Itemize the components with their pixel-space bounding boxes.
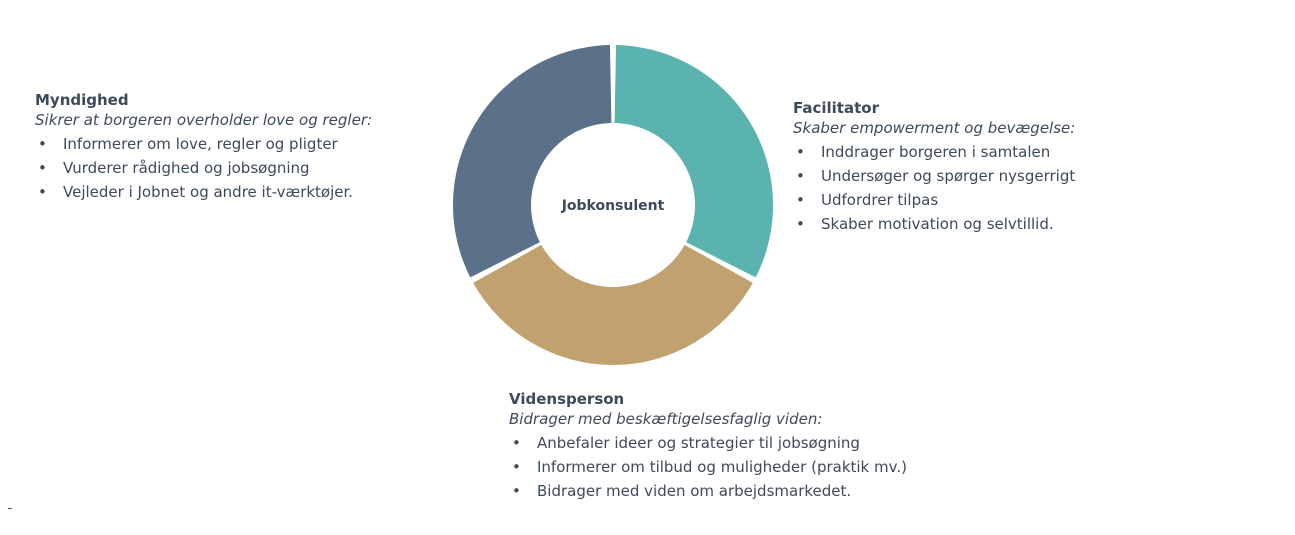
list-item: • Skaber motivation og selvtillid. [793,212,1075,236]
role-title-videnperson: Vidensperson [509,390,625,408]
list-item: • Bidrager med viden om arbejdsmarkedet. [509,479,907,503]
list-item: • Informerer om tilbud og muligheder (praktik mv.) [509,455,907,479]
role-block-myndighed [35,90,372,204]
role-subtitle-myndighed: Sikrer at borgeren overholder love og regler: [35,111,373,129]
list-item: • Informerer om love, regler og pligter [35,132,372,156]
edge-mark [8,508,12,509]
role-list-myndighed [35,132,372,204]
role-list-videnperson [509,431,907,503]
list-item: • Udfordrer tilpas [793,188,1075,212]
role-subtitle-videnperson: Bidrager med beskæftigelsesfaglig viden: [509,410,823,428]
donut-segment-myndighed [453,45,611,277]
role-title-facilitator: Facilitator [793,99,879,117]
center-label: Jobkonsulent [561,198,665,214]
list-item: • Vurderer rådighed og jobsøgning [35,156,372,180]
list-item: • Anbefaler ideer og strategier til jobsøgning [509,431,907,455]
list-item: • Inddrager borgeren i samtalen [793,140,1075,164]
list-item: • Vejleder i Jobnet og andre it-værktøjer. [35,180,372,204]
role-subtitle-facilitator: Skaber empowerment og bevægelse: [793,119,1076,137]
donut-segment-videnperson [473,245,753,365]
donut-segment-facilitator [615,45,773,277]
role-block-facilitator [793,98,1075,236]
role-list-facilitator [793,140,1075,236]
list-item: • Undersøger og spørger nysgerrigt [793,164,1075,188]
role-title-myndighed: Myndighed [35,91,129,109]
role-block-videnperson [509,389,907,503]
